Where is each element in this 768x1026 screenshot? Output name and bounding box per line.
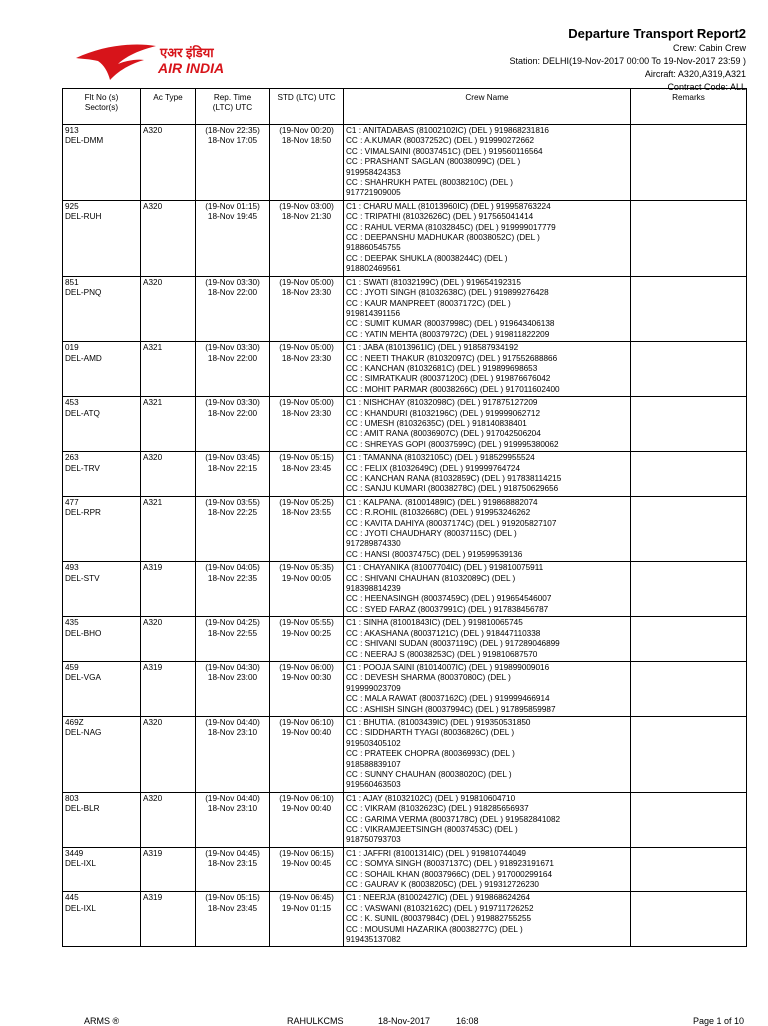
remarks-cell (631, 847, 747, 892)
footer-time: 16:08 (456, 1016, 479, 1026)
col-remarks: Remarks (631, 89, 747, 125)
col-ac-type: Ac Type (141, 89, 196, 125)
rep-time-cell: (19-Nov 03:30) 18-Nov 22:00 (196, 397, 270, 452)
flight-cell: 913 DEL-DMM (63, 125, 141, 201)
std-cell: (19-Nov 06:10) 19-Nov 00:40 (270, 716, 344, 792)
remarks-cell (631, 342, 747, 397)
footer-page: Page 1 of 10 (692, 1016, 744, 1026)
crew-cell: C1 : AJAY (81032102C) (DEL ) 919810604710 CC : VIKRAM (81032623C) (DEL ) 918285656937 CC : GARIMA VERMA (80037178C) (DEL ) 919582841082 CC : VIKRAMJEETSINGH (80037453C) (DEL ) 918750793703 (344, 792, 631, 847)
flight-cell: 3449 DEL-IXL (63, 847, 141, 892)
std-cell: (19-Nov 05:15) 18-Nov 23:45 (270, 452, 344, 497)
flight-cell: 803 DEL-BLR (63, 792, 141, 847)
remarks-cell (631, 716, 747, 792)
ac-type-cell: A321 (141, 496, 196, 561)
rep-time-cell: (19-Nov 04:40) 18-Nov 23:10 (196, 792, 270, 847)
std-cell: (19-Nov 05:25) 18-Nov 23:55 (270, 496, 344, 561)
flight-cell: 469Z DEL-NAG (63, 716, 141, 792)
table-row (63, 496, 747, 561)
col-rep-time: Rep. Time (LTC) UTC (196, 89, 270, 125)
rep-time-cell: (19-Nov 04:05) 18-Nov 22:35 (196, 562, 270, 617)
rep-time-cell: (18-Nov 22:35) 18-Nov 17:05 (196, 125, 270, 201)
remarks-cell (631, 397, 747, 452)
ac-type-cell: A320 (141, 276, 196, 341)
rep-time-cell: (19-Nov 04:25) 18-Nov 22:55 (196, 617, 270, 662)
rep-time-cell: (19-Nov 04:40) 18-Nov 23:10 (196, 716, 270, 792)
std-cell: (19-Nov 06:00) 19-Nov 00:30 (270, 661, 344, 716)
crew-cell: C1 : JAFFRI (81001314IC) (DEL ) 919810744049 CC : SOMYA SINGH (80037137C) (DEL ) 918923191671 CC : SOHAIL KHAN (80037966C) (DEL ) 917000299164 CC : GAURAV K (80038205C) (DEL ) 919312726230 (344, 847, 631, 892)
table-row (63, 452, 747, 497)
rep-time-cell: (19-Nov 03:30) 18-Nov 22:00 (196, 342, 270, 397)
crew-cell: C1 : NEERJA (81002427IC) (DEL ) 919868624264 CC : VASWANI (81032162C) (DEL ) 919711726252 CC : K. SUNIL (80037984C) (DEL ) 919882755255 CC : MOUSUMI HAZARIKA (80038277C) (DEL ) 919435137082 (344, 892, 631, 947)
crew-cell: C1 : POOJA SAINI (81014007IC) (DEL ) 919899009016 CC : DEVESH SHARMA (80037080C) (DEL ) 919999023709 CC : MALA RAWAT (80037162C) (DEL ) 919999466914 CC : ASHISH SINGH (80037994C) (DEL ) 917895859987 (344, 661, 631, 716)
std-cell: (19-Nov 03:00) 18-Nov 21:30 (270, 200, 344, 276)
table-row (63, 562, 747, 617)
crew-cell: C1 : CHAYANIKA (81007704IC) (DEL ) 919810075911 CC : SHIVANI CHAUHAN (81032089C) (DEL ) 918398814239 CC : HEENASINGH (80037459C) (DEL ) 919654546007 CC : SYED FARAZ (80037991C) (DEL ) 917838456787 (344, 562, 631, 617)
remarks-cell (631, 452, 747, 497)
logo-swan-icon (76, 45, 156, 81)
std-cell: (19-Nov 05:35) 19-Nov 00:05 (270, 562, 344, 617)
table-body (63, 125, 747, 947)
remarks-cell (631, 200, 747, 276)
crew-cell: C1 : NISHCHAY (81032098C) (DEL ) 917875127209 CC : KHANDURI (81032196C) (DEL ) 919999062712 CC : UMESH (81032635C) (DEL ) 918140838401 CC : AMIT RANA (80036907C) (DEL ) 917042506204 CC : SHREYAS GOPI (80037599C) (DEL ) 919995380062 (344, 397, 631, 452)
rep-time-cell: (19-Nov 01:15) 18-Nov 19:45 (196, 200, 270, 276)
col-crew-name: Crew Name (344, 89, 631, 125)
flight-cell: 925 DEL-RUH (63, 200, 141, 276)
table-row (63, 847, 747, 892)
remarks-cell (631, 276, 747, 341)
flight-cell: 851 DEL-PNQ (63, 276, 141, 341)
rep-time-cell: (19-Nov 04:30) 18-Nov 23:00 (196, 661, 270, 716)
station-range: Station: DELHI(19-Nov-2017 00:00 To 19-Nov-2017 23:59 ) (509, 56, 746, 66)
rep-time-cell: (19-Nov 03:45) 18-Nov 22:15 (196, 452, 270, 497)
aircraft-list: Aircraft: A320,A319,A321 (644, 69, 746, 79)
ac-type-cell: A319 (141, 562, 196, 617)
ac-type-cell: A321 (141, 342, 196, 397)
remarks-cell (631, 617, 747, 662)
table-row (63, 342, 747, 397)
flight-cell: 453 DEL-ATQ (63, 397, 141, 452)
table-row (63, 397, 747, 452)
rep-time-cell: (19-Nov 05:15) 18-Nov 23:45 (196, 892, 270, 947)
logo-english-text: AIR INDIA (158, 60, 225, 76)
crew-cell: C1 : TAMANNA (81032105C) (DEL ) 918529955524 CC : FELIX (81032649C) (DEL ) 919999764724 CC : KANCHAN RANA (81032859C) (DEL ) 917838114215 CC : SANJU KUMARI (80038278C) (DEL ) 918750629656 (344, 452, 631, 497)
table-row (63, 892, 747, 947)
crew-type: Crew: Cabin Crew (672, 43, 746, 53)
ac-type-cell: A319 (141, 661, 196, 716)
remarks-cell (631, 125, 747, 201)
flight-cell: 493 DEL-STV (63, 562, 141, 617)
table-header-row (63, 89, 747, 125)
std-cell: (19-Nov 05:00) 18-Nov 23:30 (270, 342, 344, 397)
flight-cell: 435 DEL-BHO (63, 617, 141, 662)
contract-code: Contract Code: ALL (667, 82, 746, 92)
table-row (63, 617, 747, 662)
flight-cell: 459 DEL-VGA (63, 661, 141, 716)
std-cell: (19-Nov 06:10) 19-Nov 00:40 (270, 792, 344, 847)
remarks-cell (631, 792, 747, 847)
table-row (63, 716, 747, 792)
departure-table (62, 88, 747, 947)
std-cell: (19-Nov 05:00) 18-Nov 23:30 (270, 397, 344, 452)
flight-cell: 445 DEL-IXL (63, 892, 141, 947)
rep-time-cell: (19-Nov 03:55) 18-Nov 22:25 (196, 496, 270, 561)
crew-cell: C1 : ANITADABAS (81002102IC) (DEL ) 919868231816 CC : A.KUMAR (80037252C) (DEL ) 919990272662 CC : VIMALSAINI (80037451C) (DEL ) 919560116564 CC : PRASHANT SAGLAN (80038099C) (DEL ) 919958424353 CC : SHAHRUKH PATEL (80038210C) (DEL ) 917721909005 (344, 125, 631, 201)
table-row (63, 276, 747, 341)
ac-type-cell: A320 (141, 792, 196, 847)
air-india-logo (74, 38, 242, 82)
flight-cell: 019 DEL-AMD (63, 342, 141, 397)
std-cell: (19-Nov 06:45) 19-Nov 01:15 (270, 892, 344, 947)
remarks-cell (631, 496, 747, 561)
ac-type-cell: A320 (141, 716, 196, 792)
flight-cell: 477 DEL-RPR (63, 496, 141, 561)
crew-cell: C1 : CHARU MALL (81013960IC) (DEL ) 919958763224 CC : TRIPATHI (81032626C) (DEL ) 917565041414 CC : RAHUL VERMA (81032845C) (DEL ) 919999017779 CC : DEEPANSHU MADHUKAR (80038052C) (DEL ) 918860545755 CC : DEEPAK SHUKLA (80038244C) (DEL ) 918802469561 (344, 200, 631, 276)
col-flight: Flt No (s) Sector(s) (63, 89, 141, 125)
table-row (63, 200, 747, 276)
remarks-cell (631, 661, 747, 716)
table-row (63, 125, 747, 201)
ac-type-cell: A320 (141, 617, 196, 662)
std-cell: (19-Nov 05:55) 19-Nov 00:25 (270, 617, 344, 662)
ac-type-cell: A320 (141, 125, 196, 201)
crew-cell: C1 : SINHA (81001843IC) (DEL ) 919810065745 CC : AKASHANA (80037121C) (DEL ) 918447110338 CC : SHIVANI SUDAN (80037119C) (DEL ) 917289046899 CC : NEERAJ S (80038253C) (DEL ) 919810687570 (344, 617, 631, 662)
crew-cell: C1 : SWATI (81032199C) (DEL ) 919654192315 CC : JYOTI SINGH (81032638C) (DEL ) 919899276428 CC : KAUR MANPREET (80037172C) (DEL ) 919814391156 CC : SUMIT KUMAR (80037998C) (DEL ) 919643406138 CC : YATIN MEHTA (80037972C) (DEL ) 919811822209 (344, 276, 631, 341)
crew-cell: C1 : BHUTIA. (81003439IC) (DEL ) 919350531850 CC : SIDDHARTH TYAGI (80036826C) (DEL ) 919503405102 CC : PRATEEK CHOPRA (80036993C) (DEL ) 918588839107 CC : SUNNY CHAUHAN (80038020C) (DEL ) 919560463503 (344, 716, 631, 792)
footer-arms: ARMS ® (84, 1016, 120, 1026)
remarks-cell (631, 562, 747, 617)
report-title: Departure Transport Report2 (568, 26, 746, 41)
std-cell: (19-Nov 00:20) 18-Nov 18:50 (270, 125, 344, 201)
std-cell: (19-Nov 05:00) 18-Nov 23:30 (270, 276, 344, 341)
ac-type-cell: A321 (141, 397, 196, 452)
crew-cell: C1 : JABA (81013961IC) (DEL ) 918587934192 CC : NEETI THAKUR (81032097C) (DEL ) 917552688866 CC : KANCHAN (81032681C) (DEL ) 919899698653 CC : SIMRATKAUR (80037120C) (DEL ) 919876676042 CC : MOHIT PARMAR (80038266C) (DEL ) 917011602400 (344, 342, 631, 397)
footer-user: RAHULKCMS (287, 1016, 344, 1026)
table-row (63, 792, 747, 847)
footer-date: 18-Nov-2017 (378, 1016, 431, 1026)
col-std: STD (LTC) UTC (270, 89, 344, 125)
rep-time-cell: (19-Nov 03:30) 18-Nov 22:00 (196, 276, 270, 341)
rep-time-cell: (19-Nov 04:45) 18-Nov 23:15 (196, 847, 270, 892)
ac-type-cell: A319 (141, 892, 196, 947)
ac-type-cell: A320 (141, 452, 196, 497)
report-header (510, 26, 746, 94)
std-cell: (19-Nov 06:15) 19-Nov 00:45 (270, 847, 344, 892)
ac-type-cell: A320 (141, 200, 196, 276)
flight-cell: 263 DEL-TRV (63, 452, 141, 497)
logo-hindi-text: एअर इंडिया (160, 45, 214, 60)
ac-type-cell: A319 (141, 847, 196, 892)
table-row (63, 661, 747, 716)
crew-cell: C1 : KALPANA. (81001489IC) (DEL ) 919868882074 CC : R.ROHIL (81032668C) (DEL ) 919953246262 CC : KAVITA DAHIYA (80037174C) (DEL ) 919205827107 CC : JYOTI CHAUDHARY (80037115C) (DEL ) 917289874330 CC : HANSI (80037475C) (DEL ) 919599539136 (344, 496, 631, 561)
remarks-cell (631, 892, 747, 947)
